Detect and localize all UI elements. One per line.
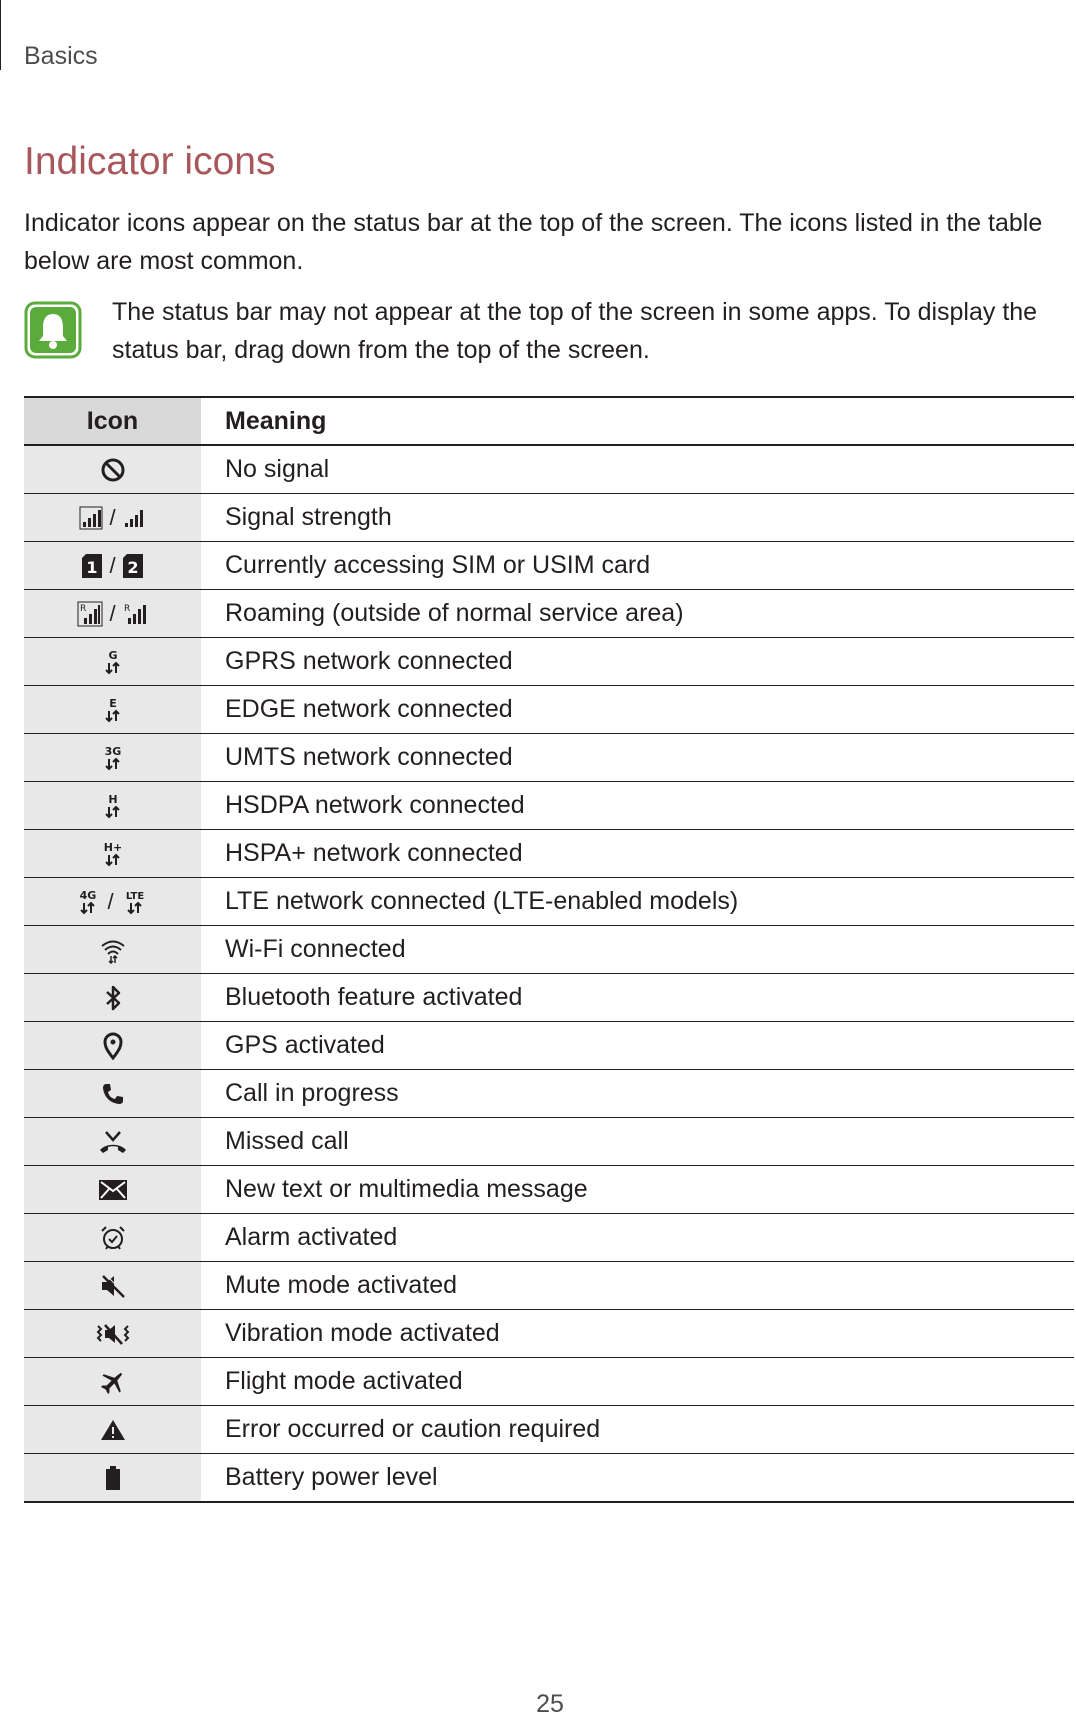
meaning-cell: Vibration mode activated — [201, 1310, 1074, 1358]
meaning-cell: No signal — [201, 445, 1074, 494]
meaning-cell: Currently accessing SIM or USIM card — [201, 542, 1074, 590]
meaning-cell: GPRS network connected — [201, 638, 1074, 686]
vibration-icon — [94, 1314, 132, 1354]
page-title: Indicator icons — [24, 140, 276, 183]
roaming-icons: R / R — [77, 594, 147, 634]
wifi-icon — [99, 930, 127, 970]
table-header-row — [24, 397, 1074, 445]
meaning-cell: Roaming (outside of normal service area) — [201, 590, 1074, 638]
meaning-cell: HSDPA network connected — [201, 782, 1074, 830]
table-row — [24, 830, 1074, 878]
meaning-cell: New text or multimedia message — [201, 1166, 1074, 1214]
meaning-cell: Call in progress — [201, 1070, 1074, 1118]
table-row — [24, 1310, 1074, 1358]
table-row — [24, 1454, 1074, 1503]
network-type-label: E — [108, 696, 117, 710]
table-row — [24, 782, 1074, 830]
message-icon — [98, 1170, 128, 1210]
table-row — [24, 1166, 1074, 1214]
hsdpa-icon — [100, 786, 126, 826]
note-text: The status bar may not appear at the top of the screen in some apps. To display the status bar, drag down from the top of the screen. — [112, 298, 1038, 364]
meaning-cell: LTE network connected (LTE-enabled models) — [201, 878, 1074, 926]
edge-icon — [100, 690, 126, 730]
table-row — [24, 1262, 1074, 1310]
table-row — [24, 590, 1074, 638]
network-type-label: 3G — [104, 744, 121, 758]
table-row — [24, 926, 1074, 974]
no-signal-icon — [100, 450, 126, 490]
signal-strength-icons: / — [79, 498, 145, 538]
meaning-cell: Missed call — [201, 1118, 1074, 1166]
meaning-cell: Error occurred or caution required — [201, 1406, 1074, 1454]
table-row — [24, 1022, 1074, 1070]
meaning-cell: Alarm activated — [201, 1214, 1074, 1262]
hspa-plus-icon — [100, 834, 126, 874]
warning-icon — [100, 1410, 126, 1450]
margin-rule — [0, 0, 1, 70]
network-type-label: LTE — [125, 890, 144, 902]
call-icon — [101, 1074, 125, 1114]
meaning-cell: EDGE network connected — [201, 686, 1074, 734]
table-row — [24, 445, 1074, 494]
meaning-cell: Bluetooth feature activated — [201, 974, 1074, 1022]
mute-icon — [99, 1266, 127, 1306]
bell-icon — [24, 301, 82, 359]
meaning-cell: Signal strength — [201, 494, 1074, 542]
table-row — [24, 1118, 1074, 1166]
indicator-table — [24, 396, 1074, 1503]
column-header-icon: Icon — [24, 397, 201, 445]
alarm-icon — [99, 1218, 127, 1258]
table-row — [24, 1214, 1074, 1262]
svg-text:1: 1 — [86, 557, 99, 577]
sim-card-icons: 1 / 2 — [81, 546, 143, 586]
table-row — [24, 686, 1074, 734]
battery-icon — [105, 1458, 121, 1498]
network-type-label: H — [107, 792, 118, 806]
table-row — [24, 734, 1074, 782]
gprs-icon — [100, 642, 126, 682]
flight-mode-icon — [99, 1362, 127, 1402]
intro-paragraph: Indicator icons appear on the status bar at the top of the screen. The icons listed in the table below are most common. — [24, 209, 1043, 275]
meaning-cell: Mute mode activated — [201, 1262, 1074, 1310]
table-row — [24, 1070, 1074, 1118]
page-number: 25 — [536, 1690, 564, 1718]
missed-call-icon — [98, 1122, 128, 1162]
umts-icon — [100, 738, 126, 778]
meaning-cell: Battery power level — [201, 1454, 1074, 1503]
network-type-label: 4G — [80, 888, 97, 902]
meaning-cell: HSPA+ network connected — [201, 830, 1074, 878]
network-type-label: G — [107, 648, 118, 662]
table-row — [24, 1358, 1074, 1406]
meaning-cell: GPS activated — [201, 1022, 1074, 1070]
gps-icon — [102, 1026, 124, 1066]
column-header-meaning: Meaning — [201, 397, 1074, 445]
table-row — [24, 494, 1074, 542]
bluetooth-icon — [103, 978, 123, 1018]
meaning-cell: Flight mode activated — [201, 1358, 1074, 1406]
svg-text:2: 2 — [126, 557, 139, 577]
table-row — [24, 878, 1074, 926]
table-row — [24, 1406, 1074, 1454]
section-header: Basics — [24, 42, 98, 70]
network-type-label: H+ — [103, 840, 122, 854]
table-row — [24, 974, 1074, 1022]
table-row — [24, 542, 1074, 590]
svg-text:R: R — [123, 603, 130, 614]
lte-icons: 4G / LTE — [80, 888, 144, 914]
table-row — [24, 638, 1074, 686]
meaning-cell: UMTS network connected — [201, 734, 1074, 782]
meaning-cell: Wi-Fi connected — [201, 926, 1074, 974]
svg-text:R: R — [80, 603, 87, 614]
